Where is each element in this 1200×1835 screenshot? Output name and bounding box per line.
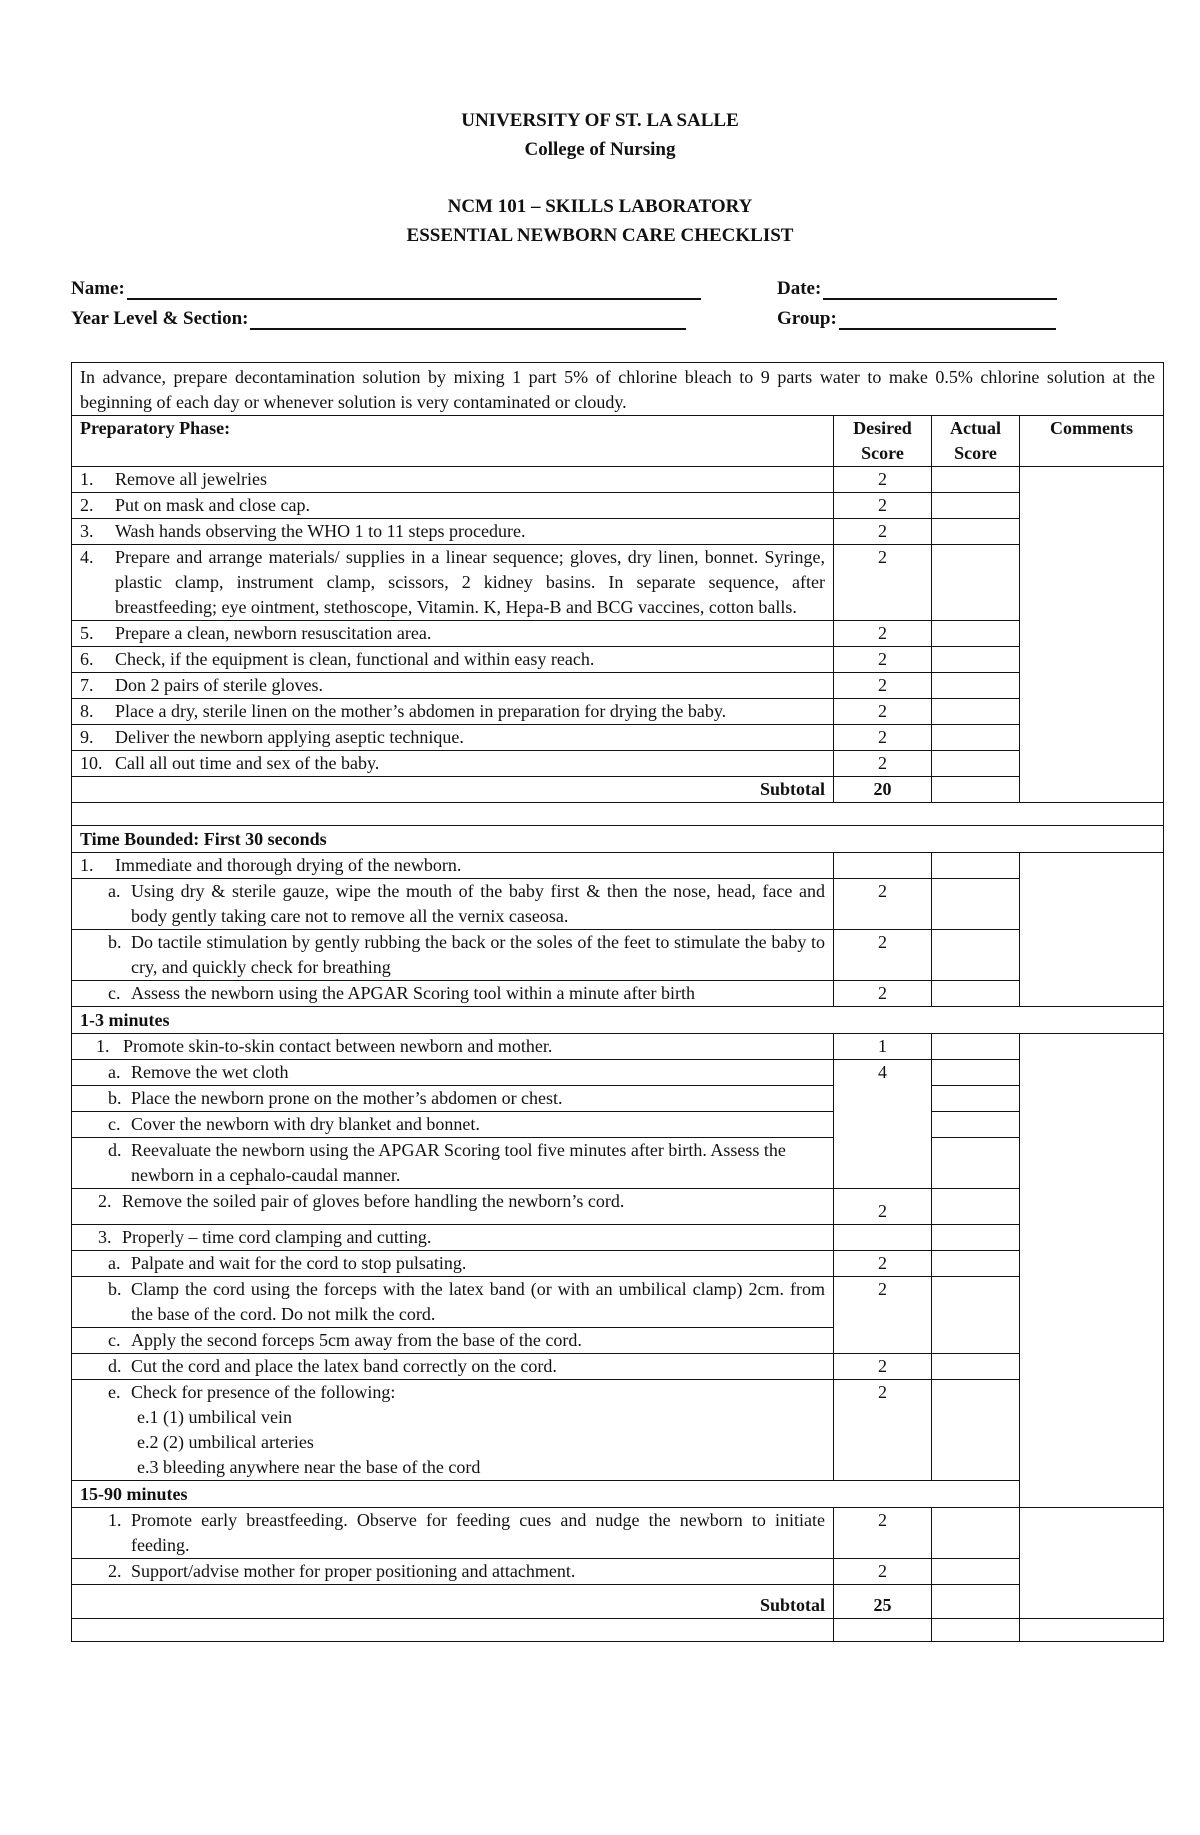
item-letter: a. <box>108 1062 121 1082</box>
group-input-line[interactable] <box>839 306 1056 330</box>
university-name: UNIVERSITY OF ST. LA SALLE <box>461 110 739 131</box>
item-text: Put on mask and close cap. <box>115 495 310 515</box>
desired-score: 2 <box>834 1189 932 1225</box>
comments-cell[interactable] <box>1020 853 1164 1007</box>
checklist-row <box>72 699 1164 725</box>
item-text: Promote skin-to-skin contact between newborn and mother. <box>123 1036 553 1056</box>
desired-score: 4 <box>834 1060 932 1189</box>
desired-score: 2 <box>834 725 932 751</box>
item-text: Using dry & sterile gauze, wipe the mouth of the baby first & then the nose, head, face and body gently taking care not to remove all the vernix caseosa. <box>131 881 825 926</box>
checklist-row <box>72 1225 1164 1251</box>
item-text: Assess the newborn using the APGAR Scoring tool within a minute after birth <box>131 983 695 1003</box>
actual-score-cell[interactable] <box>932 1086 1020 1112</box>
item-text: Cover the newborn with dry blanket and bonnet. <box>131 1114 480 1134</box>
item-text: Place the newborn prone on the mother’s abdomen or chest. <box>131 1088 563 1108</box>
item-text: Support/advise mother for proper positioning and attachment. <box>131 1561 576 1581</box>
checklist-row <box>72 981 1164 1007</box>
date-field[interactable] <box>777 276 1057 300</box>
item-number: 9. <box>80 727 94 747</box>
actual-score-cell[interactable] <box>932 699 1020 725</box>
actual-score-cell[interactable] <box>932 467 1020 493</box>
desired-score: 2 <box>834 647 932 673</box>
actual-score-cell[interactable] <box>932 1277 1020 1354</box>
item-letter: a. <box>108 881 121 901</box>
item-number: 1. <box>80 469 94 489</box>
checklist-row <box>72 1138 1164 1189</box>
checklist-title: ESSENTIAL NEWBORN CARE CHECKLIST <box>406 225 794 246</box>
checklist-row <box>72 879 1164 930</box>
section-header-row <box>72 826 1164 853</box>
date-input-line[interactable] <box>823 276 1057 300</box>
desired-score: 2 <box>834 751 932 777</box>
item-text: Promote early breastfeeding. Observe for feeding cues and nudge the newborn to initiate feeding. <box>131 1510 825 1555</box>
item-text: Clamp the cord using the forceps with the latex band (or with an umbilical clamp) 2cm. from the base of the cord. Do not milk the cord. <box>131 1279 825 1324</box>
item-text: Remove the soiled pair of gloves before handling the newborn’s cord. <box>122 1191 625 1211</box>
checklist-row <box>72 621 1164 647</box>
desired-score-header: Desired Score <box>834 416 932 467</box>
desired-score: 2 <box>834 699 932 725</box>
actual-score-cell[interactable] <box>932 493 1020 519</box>
item-number: 5. <box>80 623 94 643</box>
actual-score-cell[interactable] <box>932 621 1020 647</box>
item-text: Properly – time cord clamping and cutting. <box>122 1227 432 1247</box>
item-text: Remove all jewelries <box>115 469 267 489</box>
year-section-label: Year Level & Section: <box>71 308 249 329</box>
intro-row <box>72 363 1164 416</box>
item-text: Deliver the newborn applying aseptic technique. <box>115 727 464 747</box>
actual-score-cell[interactable] <box>932 981 1020 1007</box>
checklist-row <box>72 493 1164 519</box>
item-letter: b. <box>108 932 122 952</box>
empty-row <box>72 1619 1164 1642</box>
subtotal-label: Subtotal <box>72 777 834 803</box>
section-header-row <box>72 1481 1164 1508</box>
item-text: Cut the cord and place the latex band correctly on the cord. <box>131 1356 557 1376</box>
actual-score-cell[interactable] <box>932 647 1020 673</box>
desired-score: 1 <box>834 1034 932 1060</box>
actual-score-cell[interactable] <box>932 879 1020 930</box>
sub-item: e.3 bleeding anywhere near the base of the cord <box>137 1457 481 1477</box>
item-text: Reevaluate the newborn using the APGAR Scoring tool five minutes after birth. Assess the newborn in a cephalo-caudal manner. <box>131 1140 786 1185</box>
checklist-row <box>72 1251 1164 1277</box>
item-text: Prepare a clean, newborn resuscitation area. <box>115 623 432 643</box>
checklist-row <box>72 1112 1164 1138</box>
actual-score-header: Actual Score <box>932 416 1020 467</box>
actual-score-cell[interactable] <box>932 930 1020 981</box>
checklist-row <box>72 853 1164 879</box>
sub-item: e.2 (2) umbilical arteries <box>137 1432 314 1452</box>
checklist-row <box>72 1060 1164 1086</box>
desired-score: 2 <box>834 493 932 519</box>
section-header-row <box>72 1007 1164 1034</box>
item-text: Call all out time and sex of the baby. <box>115 753 380 773</box>
actual-score-cell[interactable] <box>932 725 1020 751</box>
desired-score: 2 <box>834 981 932 1007</box>
item-text: Wash hands observing the WHO 1 to 11 steps procedure. <box>115 521 526 541</box>
item-number: 2. <box>98 1191 112 1211</box>
checklist-row <box>72 647 1164 673</box>
actual-score-cell[interactable] <box>932 1508 1020 1559</box>
actual-subtotal-cell[interactable] <box>932 777 1020 803</box>
actual-score-cell[interactable] <box>932 1251 1020 1277</box>
item-number: 1. <box>80 855 94 875</box>
comments-cell[interactable] <box>1020 1034 1164 1508</box>
comments-header: Comments <box>1020 416 1164 467</box>
desired-score: 2 <box>834 879 932 930</box>
group-label: Group: <box>777 308 837 329</box>
subtotal-label: Subtotal <box>72 1585 834 1619</box>
actual-score-cell[interactable] <box>932 1138 1020 1189</box>
item-letter: d. <box>108 1356 122 1376</box>
checklist-row <box>72 1086 1164 1112</box>
checklist-row <box>72 1034 1164 1060</box>
desired-score: 2 <box>834 1277 932 1354</box>
desired-score: 2 <box>834 467 932 493</box>
sub-item: e.1 (1) umbilical vein <box>137 1407 292 1427</box>
desired-score: 2 <box>834 930 932 981</box>
item-number: 2. <box>108 1561 122 1581</box>
item-letter: c. <box>108 1114 121 1134</box>
actual-score-cell[interactable] <box>932 673 1020 699</box>
desired-score: 2 <box>834 621 932 647</box>
item-text: Apply the second forceps 5cm away from the base of the cord. <box>131 1330 582 1350</box>
checklist-row <box>72 1380 1164 1481</box>
item-letter: d. <box>108 1140 122 1160</box>
name-label: Name: <box>71 278 125 299</box>
desired-score: 2 <box>834 545 932 621</box>
desired-score: 2 <box>834 1251 932 1277</box>
checklist-row <box>72 1189 1164 1225</box>
comments-cell[interactable] <box>1020 467 1164 803</box>
item-text: Place a dry, sterile linen on the mother’s abdomen in preparation for drying the baby. <box>115 701 727 721</box>
checklist-row <box>72 545 1164 621</box>
year-section-field[interactable] <box>71 306 686 330</box>
actual-subtotal-cell[interactable] <box>932 1585 1020 1619</box>
intro-text: In advance, prepare decontamination solution by mixing 1 part 5% of chlorine bleach to 9 parts water to make 0.5% chlorine solution at the beginning of each day or whenever solution is very contaminated or cloudy. <box>72 363 1164 416</box>
item-number: 3. <box>98 1227 112 1247</box>
item-letter: c. <box>108 983 121 1003</box>
desired-score: 2 <box>834 1380 932 1481</box>
item-text: Prepare and arrange materials/ supplies in a linear sequence; gloves, dry linen, bonnet. Syringe, plastic clamp, instrument clamp, scissors, 2 kidney basins. In separate sequence, after breastfeeding; eye ointment, stethoscope, Vitamin. K, Hepa-B and BCG vaccines, cotton balls. <box>115 547 825 617</box>
desired-score: 2 <box>834 1354 932 1380</box>
item-letter: e. <box>108 1382 121 1402</box>
section-title-15-90-minutes: 15-90 minutes <box>72 1481 1164 1508</box>
name-field[interactable] <box>71 276 701 300</box>
item-letter: a. <box>108 1253 121 1273</box>
year-section-input-line[interactable] <box>250 306 686 330</box>
item-number: 4. <box>80 547 94 567</box>
subtotal-value: 25 <box>834 1585 932 1619</box>
actual-score-cell[interactable] <box>932 1034 1020 1060</box>
spacer-row <box>72 803 1164 826</box>
item-letter: b. <box>108 1088 122 1108</box>
item-number: 1. <box>108 1510 122 1530</box>
checklist-row <box>72 751 1164 777</box>
comments-cell[interactable] <box>1020 1508 1164 1619</box>
name-input-line[interactable] <box>127 276 701 300</box>
desired-score: 2 <box>834 1508 932 1559</box>
item-text: Immediate and thorough drying of the newborn. <box>115 855 462 875</box>
item-letter: b. <box>108 1279 122 1299</box>
item-text: Don 2 pairs of sterile gloves. <box>115 675 323 695</box>
checklist-table <box>71 362 1164 1642</box>
section-title-1-3-minutes: 1-3 minutes <box>72 1007 1164 1034</box>
checklist-row <box>72 1354 1164 1380</box>
item-number: 8. <box>80 701 94 721</box>
subtotal-row <box>72 777 1164 803</box>
item-letter: c. <box>108 1330 121 1350</box>
item-text: Check, if the equipment is clean, functional and within easy reach. <box>115 649 595 669</box>
item-number: 6. <box>80 649 94 669</box>
item-text: Remove the wet cloth <box>131 1062 289 1082</box>
subtotal-row <box>72 1585 1164 1619</box>
item-number: 2. <box>80 495 94 515</box>
actual-score-cell[interactable] <box>932 1112 1020 1138</box>
checklist-row <box>72 725 1164 751</box>
subtotal-value: 20 <box>834 777 932 803</box>
column-header-row <box>72 416 1164 467</box>
checklist-row <box>72 930 1164 981</box>
item-number: 10. <box>80 753 103 773</box>
checklist-row <box>72 1508 1164 1559</box>
actual-score-cell[interactable] <box>932 545 1020 621</box>
actual-score-cell[interactable] <box>932 1354 1020 1380</box>
checklist-row <box>72 467 1164 493</box>
course-title: NCM 101 – SKILLS LABORATORY <box>447 196 753 217</box>
desired-score: 2 <box>834 1559 932 1585</box>
item-number: 3. <box>80 521 94 541</box>
phase-header: Preparatory Phase: <box>72 416 834 467</box>
item-number: 7. <box>80 675 94 695</box>
actual-score-cell[interactable] <box>932 751 1020 777</box>
item-text: Palpate and wait for the cord to stop pulsating. <box>131 1253 467 1273</box>
group-field[interactable] <box>777 306 1056 330</box>
document-header <box>0 106 1200 250</box>
item-number: 1. <box>96 1036 110 1056</box>
college-name: College of Nursing <box>524 139 676 160</box>
checklist-row <box>72 519 1164 545</box>
actual-score-cell[interactable] <box>932 1060 1020 1086</box>
checklist-row <box>72 673 1164 699</box>
item-text: Check for presence of the following: <box>131 1382 396 1402</box>
section-title-first-30-seconds: Time Bounded: First 30 seconds <box>72 826 1164 853</box>
desired-score: 2 <box>834 519 932 545</box>
date-label: Date: <box>777 278 822 299</box>
actual-score-cell[interactable] <box>932 519 1020 545</box>
checklist-row <box>72 1559 1164 1585</box>
actual-score-cell[interactable] <box>932 853 1020 879</box>
desired-score: 2 <box>834 673 932 699</box>
actual-score-cell[interactable] <box>932 1189 1020 1225</box>
actual-score-cell[interactable] <box>932 1380 1020 1481</box>
actual-score-cell[interactable] <box>932 1225 1020 1251</box>
checklist-row <box>72 1277 1164 1328</box>
actual-score-cell[interactable] <box>932 1559 1020 1585</box>
item-text: Do tactile stimulation by gently rubbing the back or the soles of the feet to stimulate the baby to cry, and quickly check for breathing <box>131 932 825 977</box>
